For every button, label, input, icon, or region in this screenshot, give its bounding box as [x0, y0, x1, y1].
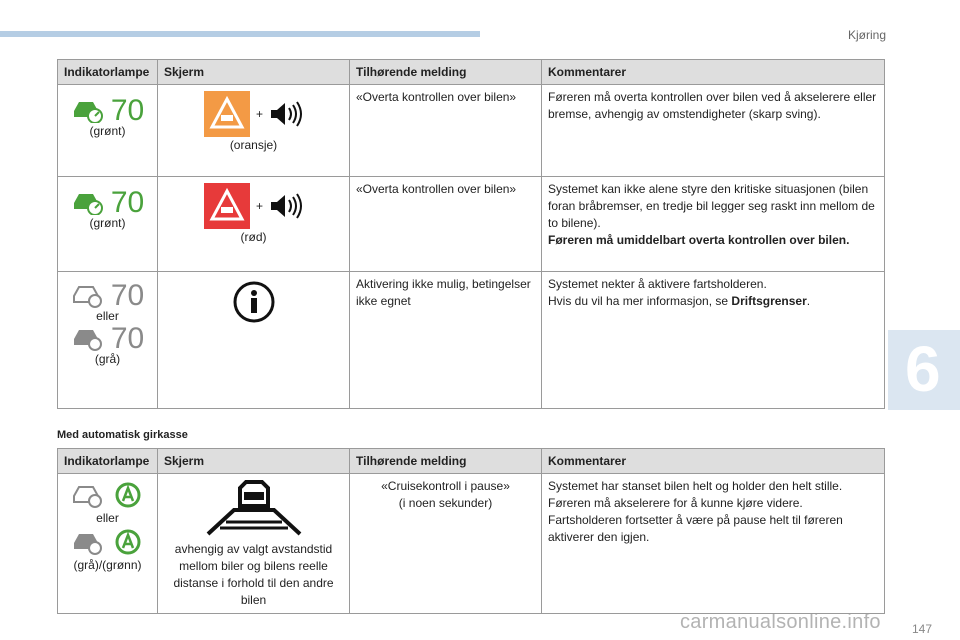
col-indicator: Indikatorlampe: [58, 60, 158, 85]
message-line: «Cruisekontroll i pause»: [381, 479, 510, 493]
chapter-tab: [888, 330, 960, 410]
screen-caption: (rød): [240, 230, 267, 244]
screen-caption: avhengig av valgt avstandstid mellom biler og bilens reelle distanse i forhold til den andre bilen: [173, 542, 334, 607]
page-number: 147: [912, 622, 933, 636]
car-distance-icon: [204, 478, 304, 536]
col-comment: Kommentarer: [542, 60, 885, 85]
plus-sign: +: [255, 106, 263, 121]
sound-icon: [269, 101, 303, 127]
speed-value: 70: [110, 278, 145, 312]
speed-value: 70: [110, 185, 145, 219]
message-cell: Aktivering ikke mulig, betingelser ikke egnet: [350, 272, 542, 409]
comment-text: Systemet nekter å aktivere fartsholderen.: [548, 277, 767, 291]
info-icon: [232, 280, 276, 324]
comment-text: Hvis du vil ha mer informasjon, se: [548, 294, 732, 308]
message-cell: «Overta kontrollen over bilen»: [350, 177, 542, 272]
col-comment: Kommentarer: [542, 449, 885, 474]
col-message: Tilhørende melding: [350, 60, 542, 85]
watermark: carmanualsonline.info: [680, 611, 881, 633]
message-line: (i noen sekunder): [398, 496, 493, 510]
car-speed-icon: [71, 325, 105, 351]
car-speed-icon: [71, 282, 105, 308]
subheading: Med automatisk girkasse: [57, 429, 188, 441]
auto-a-icon: [111, 527, 145, 557]
lamp-caption: (grønt): [89, 124, 126, 138]
message-cell: «Overta kontrollen over bilen»: [350, 85, 542, 177]
plus-sign: +: [255, 198, 263, 213]
warning-car-icon: [204, 183, 250, 229]
chapter-number: 6: [905, 333, 941, 405]
lamp-caption: (grå): [94, 352, 121, 366]
auto-a-icon: [111, 480, 145, 510]
col-indicator: Indikatorlampe: [58, 449, 158, 474]
warning-car-icon: [204, 91, 250, 137]
comment-text: .: [806, 294, 811, 308]
car-speed-icon: [71, 529, 105, 555]
top-bar: [0, 31, 480, 37]
car-speed-icon: [71, 189, 105, 215]
comment-text: Føreren må akselerere for å kunne kjøre videre.: [548, 496, 803, 510]
table-row: [58, 272, 885, 409]
car-speed-icon: [71, 482, 105, 508]
car-speed-icon: [71, 97, 105, 123]
comment-link: Driftsgrenser: [731, 294, 807, 308]
col-message: Tilhørende melding: [350, 449, 542, 474]
table-row: [58, 85, 885, 177]
table-row: [58, 474, 885, 614]
sound-icon: [269, 193, 303, 219]
comment-cell: Føreren må overta kontrollen over bilen ved å akselerere eller bremse, avhengig av omstendigheter (skarp sving).: [542, 85, 885, 177]
comment-bold: Føreren må umiddelbart overta kontrollen over bilen.: [548, 233, 850, 247]
comment-text: Systemet har stanset bilen helt og holder den helt stille.: [548, 479, 843, 493]
lamp-caption: (grønt): [89, 216, 126, 230]
comment-text: Fartsholderen fortsetter å være på pause helt til føreren aktiverer den igjen.: [548, 513, 843, 544]
speed-value: 70: [110, 93, 145, 127]
speed-value: 70: [110, 321, 145, 355]
indicator-table-1: [57, 59, 885, 409]
col-screen: Skjerm: [158, 449, 350, 474]
section-title: Kjøring: [847, 28, 886, 42]
table-row: [58, 177, 885, 272]
col-screen: Skjerm: [158, 60, 350, 85]
or-text: eller: [96, 511, 119, 525]
lamp-caption: (grå)/(grønn): [73, 558, 142, 572]
comment-text: Systemet kan ikke alene styre den kritiske situasjonen (bilen foran bråbremser, en tredje bil legger seg raskt inn mellom de to bilene).: [548, 182, 875, 230]
indicator-table-2: [57, 448, 885, 614]
or-text: eller: [96, 309, 119, 323]
screen-caption: (oransje): [229, 138, 278, 152]
